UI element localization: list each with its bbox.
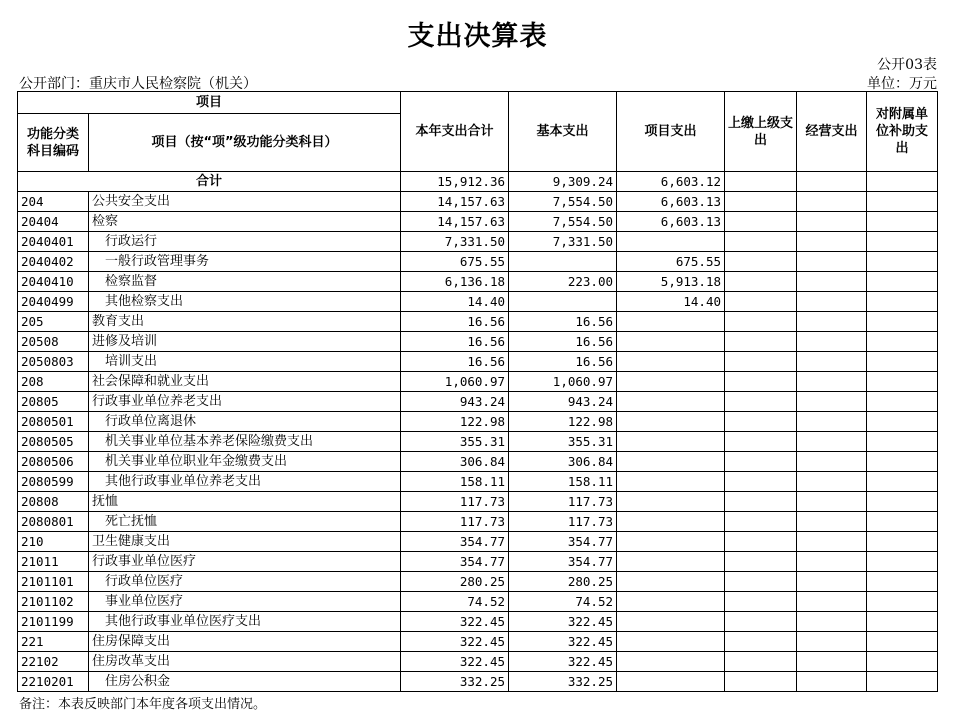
cell-code: 2080506 bbox=[18, 452, 89, 472]
cell-project: 6,603.13 bbox=[617, 192, 725, 212]
cell-project bbox=[617, 412, 725, 432]
cell-code: 21011 bbox=[18, 552, 89, 572]
cell-business bbox=[797, 392, 867, 412]
cell-total: 354.77 bbox=[401, 532, 509, 552]
cell-code: 2101102 bbox=[18, 592, 89, 612]
cell-name: 社会保障和就业支出 bbox=[89, 372, 401, 392]
cell-subsidy bbox=[867, 632, 938, 652]
cell-subsidy bbox=[867, 592, 938, 612]
cell-name: 机关事业单位职业年金缴费支出 bbox=[89, 452, 401, 472]
cell-subsidy bbox=[867, 552, 938, 572]
cell-business bbox=[797, 532, 867, 552]
cell-subsidy bbox=[867, 652, 938, 672]
table-row bbox=[18, 532, 938, 552]
cell-total: 1,060.97 bbox=[401, 372, 509, 392]
cell-upper bbox=[725, 232, 797, 252]
cell-code: 2040401 bbox=[18, 232, 89, 252]
cell-business bbox=[797, 372, 867, 392]
cell-subsidy bbox=[867, 492, 938, 512]
expenditure-table bbox=[17, 91, 938, 692]
cell-name: 公共安全支出 bbox=[89, 192, 401, 212]
cell-name: 机关事业单位基本养老保险缴费支出 bbox=[89, 432, 401, 452]
cell-name: 行政单位医疗 bbox=[89, 572, 401, 592]
cell-name: 行政运行 bbox=[89, 232, 401, 252]
cell-name: 检察监督 bbox=[89, 272, 401, 292]
cell-project bbox=[617, 672, 725, 692]
cell-project bbox=[617, 572, 725, 592]
header-code: 功能分类科目编码 bbox=[18, 114, 89, 172]
cell-upper bbox=[725, 652, 797, 672]
header-subsidy: 对附属单位补助支出 bbox=[867, 92, 938, 172]
cell-subsidy bbox=[867, 292, 938, 312]
cell-upper bbox=[725, 592, 797, 612]
header-project: 项目支出 bbox=[617, 92, 725, 172]
cell-upper bbox=[725, 612, 797, 632]
cell-subsidy bbox=[867, 252, 938, 272]
cell-code: 2080599 bbox=[18, 472, 89, 492]
cell-subsidy bbox=[867, 512, 938, 532]
cell-code: 2080505 bbox=[18, 432, 89, 452]
cell-upper bbox=[725, 412, 797, 432]
table-row bbox=[18, 652, 938, 672]
table-row bbox=[18, 552, 938, 572]
total-project: 6,603.12 bbox=[617, 172, 725, 192]
page-title: 支出决算表 bbox=[407, 21, 548, 52]
cell-name: 培训支出 bbox=[89, 352, 401, 372]
cell-business bbox=[797, 512, 867, 532]
cell-project bbox=[617, 592, 725, 612]
cell-total: 14,157.63 bbox=[401, 212, 509, 232]
cell-upper bbox=[725, 292, 797, 312]
cell-business bbox=[797, 272, 867, 292]
header-name: 项目（按“项”级功能分类科目） bbox=[89, 114, 401, 172]
cell-project bbox=[617, 352, 725, 372]
cell-business bbox=[797, 672, 867, 692]
cell-code: 20508 bbox=[18, 332, 89, 352]
cell-business bbox=[797, 592, 867, 612]
cell-basic: 306.84 bbox=[509, 452, 617, 472]
cell-upper bbox=[725, 332, 797, 352]
header-upper: 上缴上级支出 bbox=[725, 92, 797, 172]
cell-subsidy bbox=[867, 452, 938, 472]
cell-upper bbox=[725, 372, 797, 392]
cell-basic: 1,060.97 bbox=[509, 372, 617, 392]
cell-code: 210 bbox=[18, 532, 89, 552]
cell-upper bbox=[725, 532, 797, 552]
cell-business bbox=[797, 572, 867, 592]
cell-upper bbox=[725, 252, 797, 272]
table-row bbox=[18, 592, 938, 612]
cell-code: 204 bbox=[18, 192, 89, 212]
cell-basic: 354.77 bbox=[509, 552, 617, 572]
table-row bbox=[18, 612, 938, 632]
cell-upper bbox=[725, 672, 797, 692]
cell-total: 122.98 bbox=[401, 412, 509, 432]
cell-name: 行政事业单位养老支出 bbox=[89, 392, 401, 412]
cell-business bbox=[797, 312, 867, 332]
table-row bbox=[18, 192, 938, 212]
cell-project bbox=[617, 492, 725, 512]
cell-business bbox=[797, 612, 867, 632]
cell-name: 住房改革支出 bbox=[89, 652, 401, 672]
header-basic: 基本支出 bbox=[509, 92, 617, 172]
department-label: 公开部门：重庆市人民检察院（机关） bbox=[19, 76, 257, 92]
table-row bbox=[18, 452, 938, 472]
cell-project bbox=[617, 432, 725, 452]
cell-total: 16.56 bbox=[401, 312, 509, 332]
cell-code: 208 bbox=[18, 372, 89, 392]
cell-name: 死亡抚恤 bbox=[89, 512, 401, 532]
cell-business bbox=[797, 252, 867, 272]
cell-basic: 122.98 bbox=[509, 412, 617, 432]
cell-project bbox=[617, 512, 725, 532]
cell-project: 14.40 bbox=[617, 292, 725, 312]
cell-upper bbox=[725, 432, 797, 452]
form-number: 公开03表 bbox=[877, 57, 937, 73]
cell-project bbox=[617, 392, 725, 412]
total-row bbox=[18, 172, 938, 192]
cell-basic bbox=[509, 252, 617, 272]
cell-project bbox=[617, 652, 725, 672]
cell-business bbox=[797, 472, 867, 492]
cell-subsidy bbox=[867, 192, 938, 212]
footer-note: 备注：本表反映部门本年度各项支出情况。 bbox=[19, 697, 267, 712]
table-row bbox=[18, 332, 938, 352]
table-row bbox=[18, 472, 938, 492]
cell-upper bbox=[725, 312, 797, 332]
cell-name: 住房保障支出 bbox=[89, 632, 401, 652]
cell-total: 355.31 bbox=[401, 432, 509, 452]
cell-subsidy bbox=[867, 352, 938, 372]
cell-name: 其他行政事业单位养老支出 bbox=[89, 472, 401, 492]
cell-code: 2040410 bbox=[18, 272, 89, 292]
cell-business bbox=[797, 552, 867, 572]
total-subsidy bbox=[867, 172, 938, 192]
cell-total: 16.56 bbox=[401, 332, 509, 352]
header-business: 经营支出 bbox=[797, 92, 867, 172]
cell-business bbox=[797, 652, 867, 672]
cell-basic: 322.45 bbox=[509, 652, 617, 672]
total-basic: 9,309.24 bbox=[509, 172, 617, 192]
cell-subsidy bbox=[867, 212, 938, 232]
cell-business bbox=[797, 432, 867, 452]
cell-business bbox=[797, 232, 867, 252]
cell-code: 2080501 bbox=[18, 412, 89, 432]
cell-basic: 322.45 bbox=[509, 612, 617, 632]
cell-upper bbox=[725, 392, 797, 412]
cell-basic: 332.25 bbox=[509, 672, 617, 692]
cell-code: 2040402 bbox=[18, 252, 89, 272]
cell-project bbox=[617, 612, 725, 632]
cell-upper bbox=[725, 552, 797, 572]
cell-basic: 7,331.50 bbox=[509, 232, 617, 252]
cell-name: 行政单位离退休 bbox=[89, 412, 401, 432]
cell-code: 2101101 bbox=[18, 572, 89, 592]
cell-total: 280.25 bbox=[401, 572, 509, 592]
cell-total: 943.24 bbox=[401, 392, 509, 412]
table-row bbox=[18, 392, 938, 412]
header-total: 本年支出合计 bbox=[401, 92, 509, 172]
cell-total: 7,331.50 bbox=[401, 232, 509, 252]
table-row bbox=[18, 232, 938, 252]
cell-code: 22102 bbox=[18, 652, 89, 672]
cell-business bbox=[797, 412, 867, 432]
cell-basic: 943.24 bbox=[509, 392, 617, 412]
cell-total: 6,136.18 bbox=[401, 272, 509, 292]
cell-total: 675.55 bbox=[401, 252, 509, 272]
cell-basic: 16.56 bbox=[509, 312, 617, 332]
cell-name: 抚恤 bbox=[89, 492, 401, 512]
header-project-group: 项目 bbox=[18, 92, 401, 114]
cell-basic: 223.00 bbox=[509, 272, 617, 292]
cell-total: 117.73 bbox=[401, 492, 509, 512]
cell-total: 14.40 bbox=[401, 292, 509, 312]
cell-project bbox=[617, 532, 725, 552]
cell-name: 行政事业单位医疗 bbox=[89, 552, 401, 572]
cell-basic: 158.11 bbox=[509, 472, 617, 492]
cell-subsidy bbox=[867, 612, 938, 632]
total-upper bbox=[725, 172, 797, 192]
cell-business bbox=[797, 492, 867, 512]
table-row bbox=[18, 352, 938, 372]
cell-business bbox=[797, 212, 867, 232]
cell-total: 117.73 bbox=[401, 512, 509, 532]
cell-subsidy bbox=[867, 572, 938, 592]
table-row bbox=[18, 312, 938, 332]
table-row bbox=[18, 572, 938, 592]
cell-project bbox=[617, 332, 725, 352]
cell-subsidy bbox=[867, 472, 938, 492]
cell-basic: 354.77 bbox=[509, 532, 617, 552]
cell-name: 进修及培训 bbox=[89, 332, 401, 352]
cell-subsidy bbox=[867, 392, 938, 412]
cell-basic: 280.25 bbox=[509, 572, 617, 592]
table-row bbox=[18, 632, 938, 652]
cell-total: 322.45 bbox=[401, 632, 509, 652]
cell-code: 221 bbox=[18, 632, 89, 652]
cell-upper bbox=[725, 212, 797, 232]
cell-business bbox=[797, 632, 867, 652]
cell-subsidy bbox=[867, 312, 938, 332]
total-label: 合计 bbox=[18, 172, 401, 192]
table-row bbox=[18, 492, 938, 512]
table-row bbox=[18, 412, 938, 432]
cell-name: 其他行政事业单位医疗支出 bbox=[89, 612, 401, 632]
table-row bbox=[18, 212, 938, 232]
cell-code: 2050803 bbox=[18, 352, 89, 372]
cell-project bbox=[617, 312, 725, 332]
cell-total: 14,157.63 bbox=[401, 192, 509, 212]
cell-upper bbox=[725, 492, 797, 512]
cell-upper bbox=[725, 192, 797, 212]
cell-basic: 117.73 bbox=[509, 512, 617, 532]
cell-subsidy bbox=[867, 272, 938, 292]
cell-project bbox=[617, 372, 725, 392]
cell-basic: 7,554.50 bbox=[509, 192, 617, 212]
cell-business bbox=[797, 352, 867, 372]
table-row bbox=[18, 432, 938, 452]
cell-name: 事业单位医疗 bbox=[89, 592, 401, 612]
cell-code: 20404 bbox=[18, 212, 89, 232]
cell-code: 20808 bbox=[18, 492, 89, 512]
cell-basic: 74.52 bbox=[509, 592, 617, 612]
table-row bbox=[18, 512, 938, 532]
unit-label: 单位：万元 bbox=[867, 76, 937, 92]
cell-subsidy bbox=[867, 432, 938, 452]
cell-basic: 16.56 bbox=[509, 352, 617, 372]
cell-total: 332.25 bbox=[401, 672, 509, 692]
cell-code: 205 bbox=[18, 312, 89, 332]
cell-project: 5,913.18 bbox=[617, 272, 725, 292]
cell-basic: 16.56 bbox=[509, 332, 617, 352]
cell-subsidy bbox=[867, 232, 938, 252]
cell-total: 158.11 bbox=[401, 472, 509, 492]
cell-basic: 322.45 bbox=[509, 632, 617, 652]
cell-business bbox=[797, 452, 867, 472]
cell-project bbox=[617, 452, 725, 472]
cell-name: 一般行政管理事务 bbox=[89, 252, 401, 272]
cell-basic bbox=[509, 292, 617, 312]
cell-subsidy bbox=[867, 412, 938, 432]
cell-total: 322.45 bbox=[401, 612, 509, 632]
table-row bbox=[18, 672, 938, 692]
cell-name: 教育支出 bbox=[89, 312, 401, 332]
cell-code: 2080801 bbox=[18, 512, 89, 532]
cell-name: 住房公积金 bbox=[89, 672, 401, 692]
cell-upper bbox=[725, 512, 797, 532]
table-row bbox=[18, 292, 938, 312]
cell-business bbox=[797, 292, 867, 312]
cell-code: 2210201 bbox=[18, 672, 89, 692]
cell-basic: 117.73 bbox=[509, 492, 617, 512]
cell-code: 20805 bbox=[18, 392, 89, 412]
cell-upper bbox=[725, 472, 797, 492]
cell-total: 322.45 bbox=[401, 652, 509, 672]
cell-name: 其他检察支出 bbox=[89, 292, 401, 312]
cell-project bbox=[617, 472, 725, 492]
cell-project: 6,603.13 bbox=[617, 212, 725, 232]
cell-code: 2040499 bbox=[18, 292, 89, 312]
cell-project bbox=[617, 552, 725, 572]
cell-subsidy bbox=[867, 532, 938, 552]
cell-name: 卫生健康支出 bbox=[89, 532, 401, 552]
cell-total: 74.52 bbox=[401, 592, 509, 612]
total-business bbox=[797, 172, 867, 192]
table-row bbox=[18, 372, 938, 392]
cell-name: 检察 bbox=[89, 212, 401, 232]
cell-upper bbox=[725, 572, 797, 592]
cell-basic: 7,554.50 bbox=[509, 212, 617, 232]
cell-total: 306.84 bbox=[401, 452, 509, 472]
cell-total: 354.77 bbox=[401, 552, 509, 572]
table-row bbox=[18, 272, 938, 292]
cell-subsidy bbox=[867, 332, 938, 352]
cell-upper bbox=[725, 272, 797, 292]
cell-subsidy bbox=[867, 372, 938, 392]
cell-total: 16.56 bbox=[401, 352, 509, 372]
cell-subsidy bbox=[867, 672, 938, 692]
cell-business bbox=[797, 332, 867, 352]
cell-business bbox=[797, 192, 867, 212]
cell-code: 2101199 bbox=[18, 612, 89, 632]
cell-project: 675.55 bbox=[617, 252, 725, 272]
cell-basic: 355.31 bbox=[509, 432, 617, 452]
cell-project bbox=[617, 632, 725, 652]
cell-project bbox=[617, 232, 725, 252]
cell-upper bbox=[725, 352, 797, 372]
total-total: 15,912.36 bbox=[401, 172, 509, 192]
table-row bbox=[18, 252, 938, 272]
cell-upper bbox=[725, 452, 797, 472]
cell-upper bbox=[725, 632, 797, 652]
